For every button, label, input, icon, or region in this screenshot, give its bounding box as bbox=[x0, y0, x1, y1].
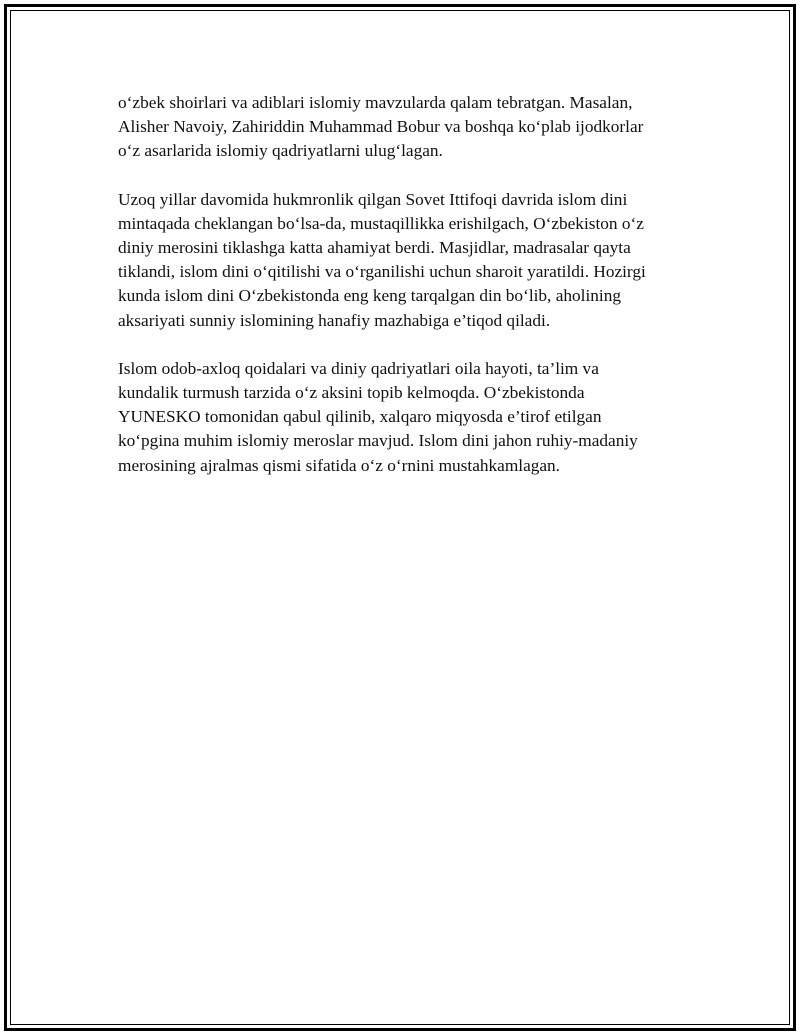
document-body bbox=[118, 91, 693, 502]
text-line: Alisher Navoiy, Zahiriddin Muhammad Bobur va boshqa ko‘plab ijodkorlar bbox=[118, 117, 644, 137]
text-line: merosining ajralmas qismi sifatida o‘z o‘rnini mustahkamlagan. bbox=[118, 455, 561, 475]
paragraph-2 bbox=[118, 188, 693, 333]
text-line: YUNESKO tomonidan qabul qilinib, xalqaro miqyosda e’tirof etilgan bbox=[118, 407, 602, 427]
paragraph-1 bbox=[118, 91, 693, 164]
text-line: diniy merosini tiklashga katta ahamiyat berdi. Masjidlar, madrasalar qayta bbox=[118, 238, 631, 258]
text-line: kunda islom dini O‘zbekistonda eng keng tarqalgan din bo‘lib, aholining bbox=[118, 286, 621, 306]
paragraph-3 bbox=[118, 357, 693, 478]
text-line: o‘z asarlarida islomiy qadriyatlarni ulug‘lagan. bbox=[118, 141, 443, 161]
text-line: aksariyati sunniy islomining hanafiy mazhabiga e’tiqod qiladi. bbox=[118, 310, 551, 330]
text-line: o‘zbek shoirlari va adiblari islomiy mavzularda qalam tebratgan. Masalan, bbox=[118, 93, 633, 112]
text-line: tiklandi, islom dini o‘qitilishi va o‘rganilishi uchun sharoit yaratildi. Hozirgi bbox=[118, 262, 646, 282]
text-line: kundalik turmush tarzida o‘z aksini topib kelmoqda. O‘zbekistonda bbox=[118, 383, 585, 403]
text-line: ko‘pgina muhim islomiy meroslar mavjud. Islom dini jahon ruhiy-madaniy bbox=[118, 431, 638, 451]
text-line: Islom odob-axloq qoidalari va diniy qadriyatlari oila hayoti, ta’lim va bbox=[118, 358, 599, 378]
text-line: mintaqada cheklangan bo‘lsa-da, mustaqillikka erishilgach, O‘zbekiston o‘z bbox=[118, 213, 644, 233]
text-line: Uzoq yillar davomida hukmronlik qilgan Sovet Ittifoqi davrida islom dini bbox=[118, 189, 628, 209]
